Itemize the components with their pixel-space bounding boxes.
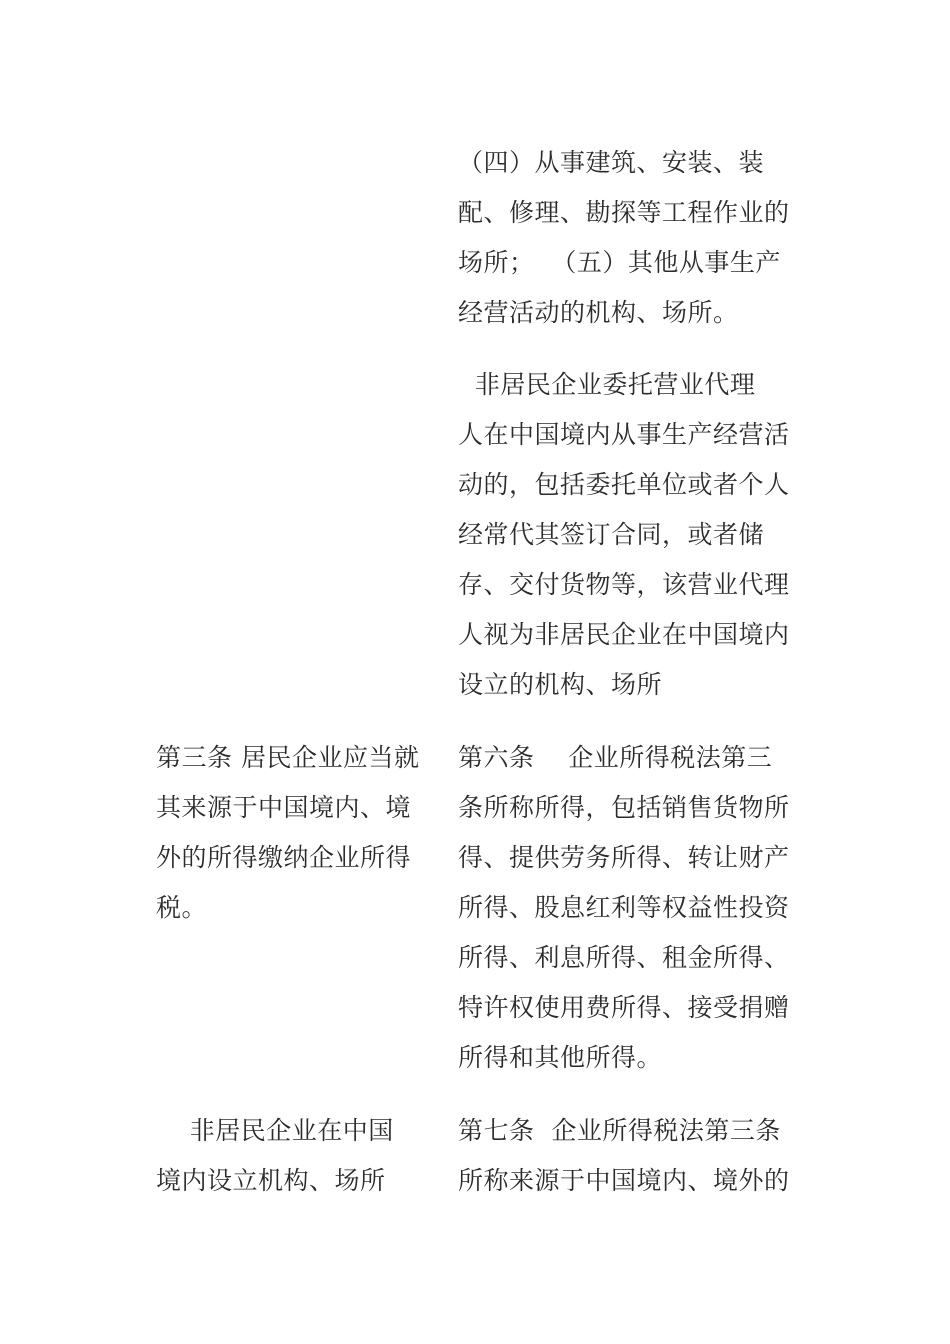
- text-line: 第七条 企业所得税法第三条: [458, 1116, 781, 1145]
- text-line: 外的所得缴纳企业所得: [156, 843, 412, 872]
- text-line: 动的，包括委托单位或者个人: [458, 470, 790, 499]
- text-line: 税。: [156, 893, 208, 922]
- text-line: 所得和其他所得。: [458, 1043, 663, 1072]
- text-line: （四）从事建筑、安装、装: [458, 148, 765, 177]
- text-line: 所得、股息红利等权益性投资: [458, 893, 790, 922]
- text-line: 特许权使用费所得、接受捐赠: [458, 993, 790, 1022]
- text-line: 经营活动的机构、场所。: [458, 298, 739, 327]
- text-line: 所得、利息所得、租金所得、: [458, 943, 790, 972]
- business-agent-paragraph: [458, 360, 798, 710]
- article-3-nonresident-paragraph: [156, 1106, 431, 1206]
- article-6-paragraph: [458, 733, 798, 1083]
- text-line: 经常代其签订合同，或者储: [458, 520, 765, 549]
- text-line: 场所； （五）其他从事生产: [458, 248, 781, 277]
- text-line: 存、交付货物等，该营业代理: [458, 570, 790, 599]
- text-line: 所称来源于中国境内、境外的: [458, 1166, 790, 1195]
- article-7-paragraph: [458, 1106, 798, 1206]
- text-line: 非居民企业委托营业代理: [458, 370, 756, 399]
- text-line: 设立的机构、场所: [458, 670, 663, 699]
- text-line: 配、修理、勘探等工程作业的: [458, 198, 790, 227]
- text-line: 其来源于中国境内、境: [156, 793, 412, 822]
- text-line: 第六条 企业所得税法第三: [458, 743, 773, 772]
- text-line: 人在中国境内从事生产经营活: [458, 420, 790, 449]
- text-line: 条所称所得，包括销售货物所: [458, 793, 790, 822]
- text-line: 第三条 居民企业应当就: [156, 743, 420, 772]
- text-line: 人视为非居民企业在中国境内: [458, 620, 790, 649]
- text-line: 境内设立机构、场所: [156, 1166, 386, 1195]
- text-line: 非居民企业在中国: [156, 1116, 394, 1145]
- article-3-paragraph: [156, 733, 431, 933]
- text-line: 得、提供劳务所得、转让财产: [458, 843, 790, 872]
- establishment-items-paragraph: [458, 138, 798, 338]
